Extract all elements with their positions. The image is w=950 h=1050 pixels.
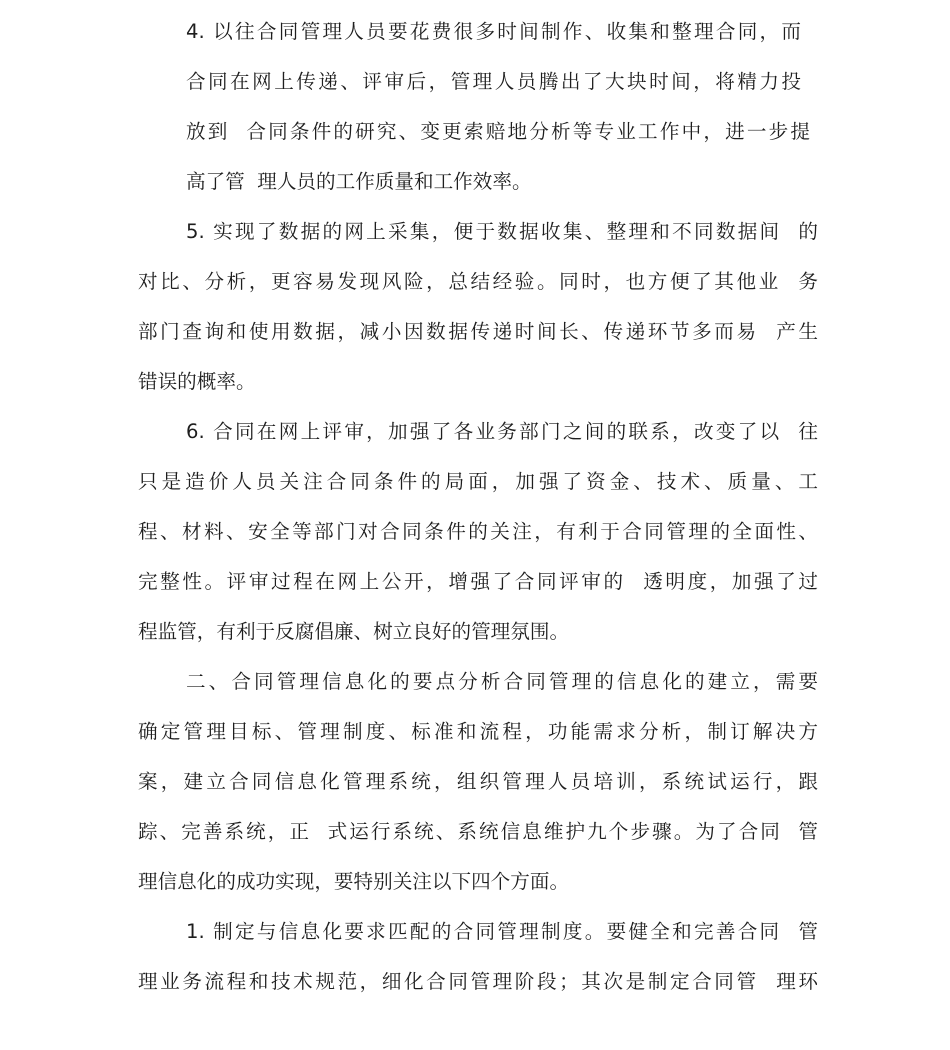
text-line: 高了管 理人员的工作质量和工作效率。: [186, 170, 532, 193]
text-line: 确定管理目标、管理制度、标准和流程，功能需求分析，制订解决方: [138, 720, 818, 743]
text-line: 程监管，有利于反腐倡廉、树立良好的管理氛围。: [138, 620, 570, 643]
text-line: 理信息化的成功实现，要特别关注以下四个方面。: [138, 870, 570, 893]
text-line: 错误的概率。: [138, 370, 256, 393]
text-line: 对比、分析，更容易发现风险，总结经验。同时，也方便了其他业 务: [138, 270, 818, 293]
section-heading-line: 二、合同管理信息化的要点分析合同管理的信息化的建立，需要: [186, 670, 818, 693]
text-line: 理业务流程和技术规范，细化合同管理阶段；其次是制定合同管 理环: [138, 970, 818, 993]
paragraph-first-line: 6. 合同在网上评审，加强了各业务部门之间的联系，改变了以 往: [186, 420, 818, 443]
text-line: 只是造价人员关注合同条件的局面，加强了资金、技术、质量、工: [138, 470, 818, 493]
text-line: 完整性。评审过程在网上公开，增强了合同评审的 透明度，加强了过: [138, 570, 818, 593]
text-line: 部门查询和使用数据，减小因数据传递时间长、传递环节多而易 产生: [138, 320, 818, 343]
paragraph-first-line: 5. 实现了数据的网上采集，便于数据收集、整理和不同数据间 的: [186, 220, 818, 243]
text-line: 程、材料、安全等部门对合同条件的关注，有利于合同管理的全面性、: [138, 520, 818, 543]
text-line: 案，建立合同信息化管理系统，组织管理人员培训，系统试运行，跟: [138, 770, 818, 793]
text-line: 踪、完善系统，正 式运行系统、系统信息维护九个步骤。为了合同 管: [138, 820, 818, 843]
text-line: 放到 合同条件的研究、变更索赔地分析等专业工作中，进一步提: [186, 120, 810, 143]
text-line: 合同在网上传递、评审后，管理人员腾出了大块时间，将精力投: [186, 70, 801, 93]
paragraph-first-line: 1. 制定与信息化要求匹配的合同管理制度。要健全和完善合同 管: [186, 920, 818, 943]
text-line: 4. 以往合同管理人员要花费很多时间制作、收集和整理合同，而: [186, 20, 801, 43]
